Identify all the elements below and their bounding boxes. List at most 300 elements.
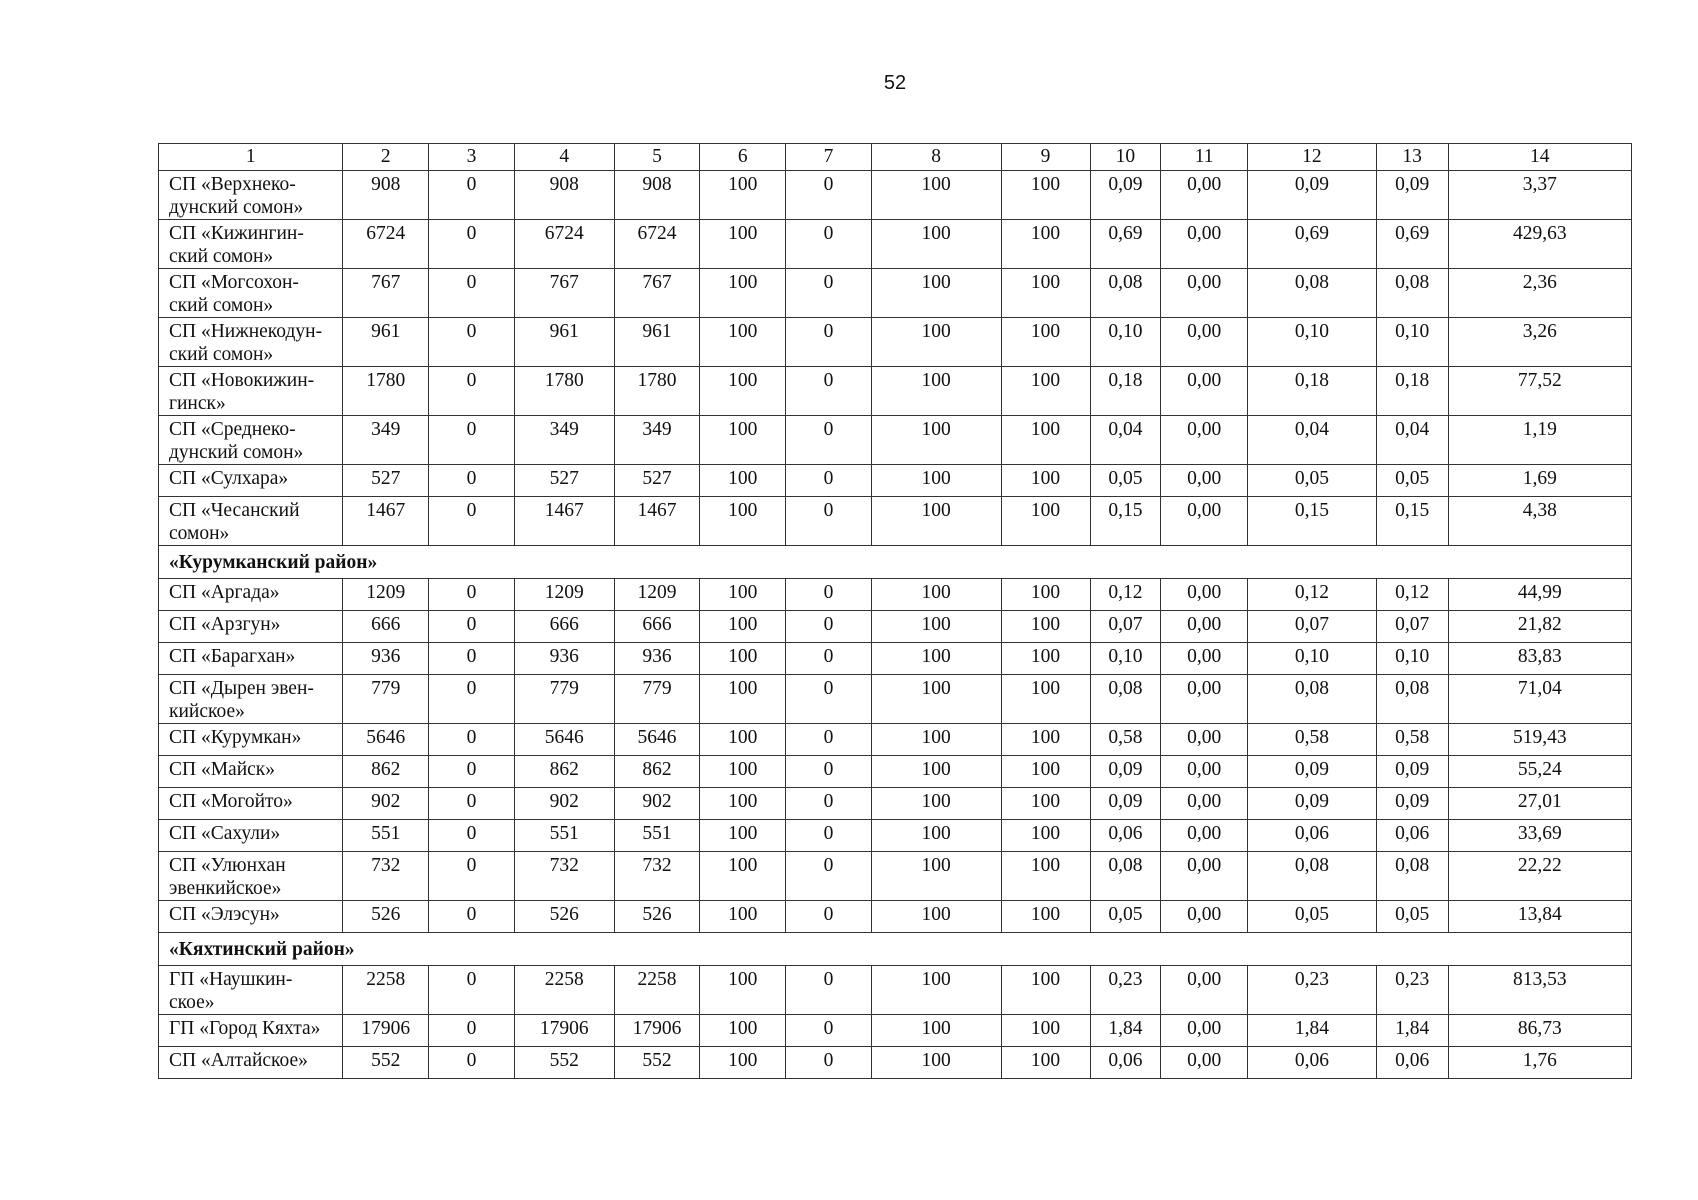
table-cell: 100 (871, 579, 1001, 611)
settlement-name-line: СП «Могсохон- (169, 272, 299, 293)
settlement-name-line: СП «Могойто» (169, 791, 293, 812)
table-cell: 0,10 (1376, 643, 1448, 675)
table-cell: 1467 (343, 497, 429, 546)
table-cell: 0,18 (1376, 367, 1448, 416)
settlement-name-line: СП «Нижнекодун- (169, 321, 323, 342)
page-number: 52 (883, 72, 907, 94)
table-cell: 936 (614, 643, 700, 675)
table-cell: 0 (786, 901, 872, 933)
table-cell: 100 (1001, 675, 1090, 724)
settlement-name (159, 269, 343, 318)
table-cell: 0 (786, 1047, 872, 1079)
settlement-name (159, 820, 343, 852)
table-cell: 0,06 (1090, 820, 1161, 852)
table-cell: 552 (614, 1047, 700, 1079)
settlement-name-line: СП «Аргада» (169, 582, 280, 603)
table-row (159, 901, 1632, 933)
table-cell: 0 (786, 220, 872, 269)
table-cell: 13,84 (1448, 901, 1631, 933)
table-cell: 0 (786, 852, 872, 901)
section-row (159, 933, 1632, 966)
table-cell: 0 (429, 756, 515, 788)
table-cell: 1,19 (1448, 416, 1631, 465)
table-cell: 100 (700, 318, 786, 367)
table-cell: 100 (1001, 171, 1090, 220)
table-cell: 100 (871, 852, 1001, 901)
table-cell: 100 (1001, 756, 1090, 788)
table-cell: 2258 (614, 966, 700, 1015)
settlement-name (159, 675, 343, 724)
column-header: 4 (514, 144, 614, 171)
table-cell: 0,00 (1161, 756, 1248, 788)
settlement-name (159, 756, 343, 788)
table-cell: 961 (614, 318, 700, 367)
table-cell: 732 (343, 852, 429, 901)
table-cell: 1467 (614, 497, 700, 546)
table-cell: 0,23 (1376, 966, 1448, 1015)
table-cell: 2258 (514, 966, 614, 1015)
table-cell: 100 (871, 611, 1001, 643)
settlement-name (159, 465, 343, 497)
table-cell: 100 (1001, 901, 1090, 933)
settlement-name-line: сомон» (169, 523, 230, 544)
table-cell: 100 (1001, 367, 1090, 416)
table-cell: 100 (700, 269, 786, 318)
table-cell: 0 (429, 579, 515, 611)
section-title: «Курумканский район» (159, 546, 1632, 579)
table-cell: 100 (871, 724, 1001, 756)
table-row (159, 611, 1632, 643)
table-cell: 1209 (343, 579, 429, 611)
table-cell: 0,00 (1161, 675, 1248, 724)
table-cell: 0 (429, 788, 515, 820)
table-cell: 908 (343, 171, 429, 220)
table-cell: 71,04 (1448, 675, 1631, 724)
table-cell: 0 (429, 820, 515, 852)
table-cell: 3,26 (1448, 318, 1631, 367)
table-cell: 0,07 (1090, 611, 1161, 643)
table-cell: 22,22 (1448, 852, 1631, 901)
table-cell: 0,05 (1376, 901, 1448, 933)
table-cell: 0,05 (1090, 901, 1161, 933)
table-cell: 100 (871, 643, 1001, 675)
table-row (159, 269, 1632, 318)
table-cell: 100 (700, 416, 786, 465)
table-cell: 100 (871, 220, 1001, 269)
table-cell: 0,09 (1090, 756, 1161, 788)
table-cell: 4,38 (1448, 497, 1631, 546)
table-cell: 0 (786, 643, 872, 675)
table-cell: 100 (700, 367, 786, 416)
table-cell: 0,06 (1248, 820, 1377, 852)
table-cell: 100 (1001, 269, 1090, 318)
table-cell: 0,00 (1161, 579, 1248, 611)
table-cell: 779 (343, 675, 429, 724)
table-cell: 0,06 (1248, 1047, 1377, 1079)
settlement-name (159, 220, 343, 269)
table-cell: 100 (1001, 852, 1090, 901)
settlement-name-line: СП «Сахули» (169, 823, 281, 844)
table-cell: 0 (786, 756, 872, 788)
table-cell: 100 (700, 579, 786, 611)
settlement-name (159, 852, 343, 901)
table-cell: 0,08 (1248, 852, 1377, 901)
table-cell: 862 (614, 756, 700, 788)
table-cell: 100 (700, 171, 786, 220)
table-cell: 0,10 (1248, 643, 1377, 675)
table-cell: 767 (514, 269, 614, 318)
table-cell: 1,69 (1448, 465, 1631, 497)
table-cell: 862 (514, 756, 614, 788)
table-cell: 0,05 (1248, 465, 1377, 497)
table-cell: 552 (343, 1047, 429, 1079)
table-cell: 0,04 (1090, 416, 1161, 465)
table-cell: 0 (429, 901, 515, 933)
table-cell: 0,00 (1161, 497, 1248, 546)
settlement-name-line: гинск» (169, 393, 226, 414)
table-cell: 779 (614, 675, 700, 724)
table-row (159, 497, 1632, 546)
table-cell: 1209 (614, 579, 700, 611)
table-row (159, 788, 1632, 820)
data-table (158, 143, 1632, 1079)
table-cell: 902 (343, 788, 429, 820)
table-cell: 100 (871, 1047, 1001, 1079)
settlement-name (159, 611, 343, 643)
table-cell: 0 (786, 465, 872, 497)
table-cell: 0,09 (1376, 756, 1448, 788)
table-cell: 732 (514, 852, 614, 901)
table-cell: 100 (700, 1015, 786, 1047)
table-cell: 0,05 (1376, 465, 1448, 497)
table-cell: 3,37 (1448, 171, 1631, 220)
table-cell: 100 (700, 901, 786, 933)
table-cell: 100 (871, 901, 1001, 933)
settlement-name-line: СП «Чесанский (169, 500, 300, 521)
table-cell: 100 (871, 367, 1001, 416)
settlement-name-line: ГП «Город Кяхта» (169, 1018, 321, 1039)
table-cell: 0 (429, 367, 515, 416)
table-cell: 779 (514, 675, 614, 724)
table-cell: 0 (429, 966, 515, 1015)
table-cell: 0,05 (1090, 465, 1161, 497)
column-header: 11 (1161, 144, 1248, 171)
table-cell: 0,08 (1090, 675, 1161, 724)
table-cell: 100 (700, 220, 786, 269)
table-cell: 0,12 (1248, 579, 1377, 611)
table-cell: 21,82 (1448, 611, 1631, 643)
table-cell: 0 (429, 852, 515, 901)
table-row (159, 966, 1632, 1015)
settlement-name-line: ГП «Наушкин- (169, 969, 293, 990)
table-cell: 0 (786, 269, 872, 318)
table-cell: 0,06 (1376, 820, 1448, 852)
table-cell: 1780 (614, 367, 700, 416)
table-cell: 0 (429, 497, 515, 546)
table-cell: 0,08 (1248, 269, 1377, 318)
table-cell: 100 (1001, 1047, 1090, 1079)
table-cell: 100 (871, 820, 1001, 852)
table-cell: 5646 (614, 724, 700, 756)
table-cell: 0,00 (1161, 611, 1248, 643)
table-cell: 551 (514, 820, 614, 852)
settlement-name (159, 416, 343, 465)
table-cell: 767 (614, 269, 700, 318)
table-cell: 0,05 (1248, 901, 1377, 933)
table-cell: 6724 (514, 220, 614, 269)
table-cell: 0,12 (1376, 579, 1448, 611)
table-row (159, 1047, 1632, 1079)
table-cell: 100 (1001, 1015, 1090, 1047)
section-title: «Кяхтинский район» (159, 933, 1632, 966)
table-cell: 0,69 (1248, 220, 1377, 269)
table-cell: 17906 (343, 1015, 429, 1047)
table-cell: 6724 (343, 220, 429, 269)
table-cell: 526 (614, 901, 700, 933)
table-cell: 0 (429, 611, 515, 643)
table-cell: 0,10 (1090, 318, 1161, 367)
table-row (159, 220, 1632, 269)
column-header: 12 (1248, 144, 1377, 171)
table-row (159, 1015, 1632, 1047)
table-cell: 0,58 (1248, 724, 1377, 756)
table-cell: 0,08 (1376, 852, 1448, 901)
table-cell: 527 (343, 465, 429, 497)
table-cell: 0 (786, 171, 872, 220)
table-cell: 0 (786, 675, 872, 724)
table-row (159, 171, 1632, 220)
table-cell: 0,18 (1248, 367, 1377, 416)
table-row (159, 579, 1632, 611)
table-cell: 1,76 (1448, 1047, 1631, 1079)
table-cell: 0,00 (1161, 966, 1248, 1015)
table-cell: 100 (1001, 611, 1090, 643)
table-cell: 0 (786, 416, 872, 465)
table-cell: 0 (786, 611, 872, 643)
table-cell: 5646 (514, 724, 614, 756)
table-cell: 0 (429, 416, 515, 465)
table-cell: 0 (786, 579, 872, 611)
table-cell: 100 (700, 465, 786, 497)
table-cell: 86,73 (1448, 1015, 1631, 1047)
table-cell: 0,08 (1090, 269, 1161, 318)
table-cell: 1209 (514, 579, 614, 611)
table-cell: 936 (514, 643, 614, 675)
table-cell: 0,00 (1161, 901, 1248, 933)
table-cell: 0,15 (1376, 497, 1448, 546)
column-header: 6 (700, 144, 786, 171)
section-row (159, 546, 1632, 579)
table-cell: 100 (700, 820, 786, 852)
table-cell: 0,10 (1376, 318, 1448, 367)
table-cell: 0 (786, 724, 872, 756)
table-cell: 666 (343, 611, 429, 643)
table-cell: 0,00 (1161, 852, 1248, 901)
settlement-name (159, 643, 343, 675)
table-cell: 100 (700, 852, 786, 901)
table-cell: 5646 (343, 724, 429, 756)
table-cell: 100 (871, 1015, 1001, 1047)
column-header: 14 (1448, 144, 1631, 171)
table-row (159, 643, 1632, 675)
table-cell: 100 (871, 416, 1001, 465)
table-cell: 0,09 (1090, 171, 1161, 220)
settlement-name (159, 318, 343, 367)
table-cell: 100 (700, 497, 786, 546)
table-cell: 6724 (614, 220, 700, 269)
column-header: 2 (343, 144, 429, 171)
table-cell: 813,53 (1448, 966, 1631, 1015)
table-cell: 0 (429, 724, 515, 756)
table-cell: 0,09 (1248, 171, 1377, 220)
table-cell: 527 (514, 465, 614, 497)
table-cell: 0 (786, 367, 872, 416)
table-cell: 908 (514, 171, 614, 220)
settlement-name-line: СП «Курумкан» (169, 727, 302, 748)
settlement-name-line: ское» (169, 992, 215, 1013)
table-cell: 519,43 (1448, 724, 1631, 756)
table-cell: 0,23 (1090, 966, 1161, 1015)
table-cell: 100 (700, 675, 786, 724)
table-row (159, 820, 1632, 852)
table-row (159, 724, 1632, 756)
settlement-name-line: СП «Улюнхан (169, 855, 286, 876)
table-cell: 666 (514, 611, 614, 643)
table-cell: 0,69 (1376, 220, 1448, 269)
table-cell: 0,10 (1248, 318, 1377, 367)
table-cell: 0,08 (1248, 675, 1377, 724)
table-cell: 0,69 (1090, 220, 1161, 269)
table-cell: 0,00 (1161, 416, 1248, 465)
table-cell: 0,06 (1090, 1047, 1161, 1079)
table-cell: 0,09 (1248, 756, 1377, 788)
column-header: 1 (159, 144, 343, 171)
table-cell: 0 (429, 1015, 515, 1047)
table-cell: 100 (1001, 788, 1090, 820)
table-cell: 1,84 (1090, 1015, 1161, 1047)
settlement-name-line: ский сомон» (169, 295, 274, 316)
settlement-name (159, 367, 343, 416)
settlement-name-line: ский сомон» (169, 344, 274, 365)
settlement-name-line: дунский сомон» (169, 442, 304, 463)
table-cell: 527 (614, 465, 700, 497)
table-row (159, 416, 1632, 465)
table-cell: 100 (871, 318, 1001, 367)
table-body (159, 144, 1632, 1079)
settlement-name (159, 1047, 343, 1079)
table-row (159, 367, 1632, 416)
table-cell: 100 (700, 611, 786, 643)
settlement-name-line: СП «Кижингин- (169, 223, 304, 244)
table-cell: 0,00 (1161, 788, 1248, 820)
settlement-name-line: СП «Сулхара» (169, 468, 289, 489)
table-cell: 0 (429, 269, 515, 318)
table-cell: 27,01 (1448, 788, 1631, 820)
table-cell: 17906 (614, 1015, 700, 1047)
table-cell: 526 (343, 901, 429, 933)
settlement-name-line: СП «Верхнеко- (169, 174, 296, 195)
settlement-name-line: СП «Майск» (169, 759, 276, 780)
table-row (159, 675, 1632, 724)
table-cell: 0,07 (1376, 611, 1448, 643)
table-cell: 0,08 (1090, 852, 1161, 901)
table-cell: 100 (1001, 643, 1090, 675)
settlement-name-line: кийское» (169, 701, 245, 722)
table-cell: 349 (343, 416, 429, 465)
table-cell: 44,99 (1448, 579, 1631, 611)
table-cell: 0,09 (1376, 171, 1448, 220)
settlement-name (159, 788, 343, 820)
table-cell: 732 (614, 852, 700, 901)
table-cell: 767 (343, 269, 429, 318)
table-cell: 100 (1001, 416, 1090, 465)
table-cell: 100 (1001, 966, 1090, 1015)
table-cell: 0 (429, 643, 515, 675)
table-row (159, 465, 1632, 497)
table-cell: 0 (429, 465, 515, 497)
table-cell: 666 (614, 611, 700, 643)
table-cell: 0,00 (1161, 1047, 1248, 1079)
table-cell: 100 (700, 788, 786, 820)
header-row (159, 144, 1632, 171)
table-cell: 902 (514, 788, 614, 820)
table-cell: 17906 (514, 1015, 614, 1047)
table-cell: 0,18 (1090, 367, 1161, 416)
table-cell: 0,15 (1248, 497, 1377, 546)
table-cell: 33,69 (1448, 820, 1631, 852)
settlement-name-line: СП «Барагхан» (169, 646, 296, 667)
settlement-name-line: СП «Среднеко- (169, 419, 296, 440)
table-cell: 0 (429, 1047, 515, 1079)
settlement-name-line: СП «Алтайское» (169, 1050, 308, 1071)
table-cell: 100 (1001, 318, 1090, 367)
table-cell: 0,09 (1248, 788, 1377, 820)
table-cell: 551 (614, 820, 700, 852)
table-cell: 0,58 (1090, 724, 1161, 756)
table-cell: 100 (1001, 465, 1090, 497)
table-cell: 0,00 (1161, 820, 1248, 852)
table-cell: 0 (786, 497, 872, 546)
table-cell: 0 (429, 675, 515, 724)
table-cell: 100 (871, 269, 1001, 318)
table-cell: 0,00 (1161, 318, 1248, 367)
column-header: 13 (1376, 144, 1448, 171)
table-cell: 0,06 (1376, 1047, 1448, 1079)
table-cell: 100 (700, 756, 786, 788)
table-cell: 100 (1001, 724, 1090, 756)
table-cell: 100 (871, 171, 1001, 220)
column-header: 9 (1001, 144, 1090, 171)
table-cell: 100 (871, 756, 1001, 788)
table-cell: 349 (514, 416, 614, 465)
table-cell: 0,00 (1161, 367, 1248, 416)
table-cell: 0,00 (1161, 1015, 1248, 1047)
table-cell: 0,09 (1090, 788, 1161, 820)
table-cell: 0,10 (1090, 643, 1161, 675)
settlement-name-line: СП «Дырен эвен- (169, 678, 314, 699)
table-cell: 0,00 (1161, 465, 1248, 497)
table-row (159, 756, 1632, 788)
table-cell: 961 (514, 318, 614, 367)
table-cell: 2258 (343, 966, 429, 1015)
table-cell: 1780 (343, 367, 429, 416)
table-cell: 526 (514, 901, 614, 933)
table-cell: 55,24 (1448, 756, 1631, 788)
table-cell: 100 (1001, 497, 1090, 546)
settlement-name (159, 497, 343, 546)
settlement-name (159, 724, 343, 756)
table-cell: 0 (786, 1015, 872, 1047)
